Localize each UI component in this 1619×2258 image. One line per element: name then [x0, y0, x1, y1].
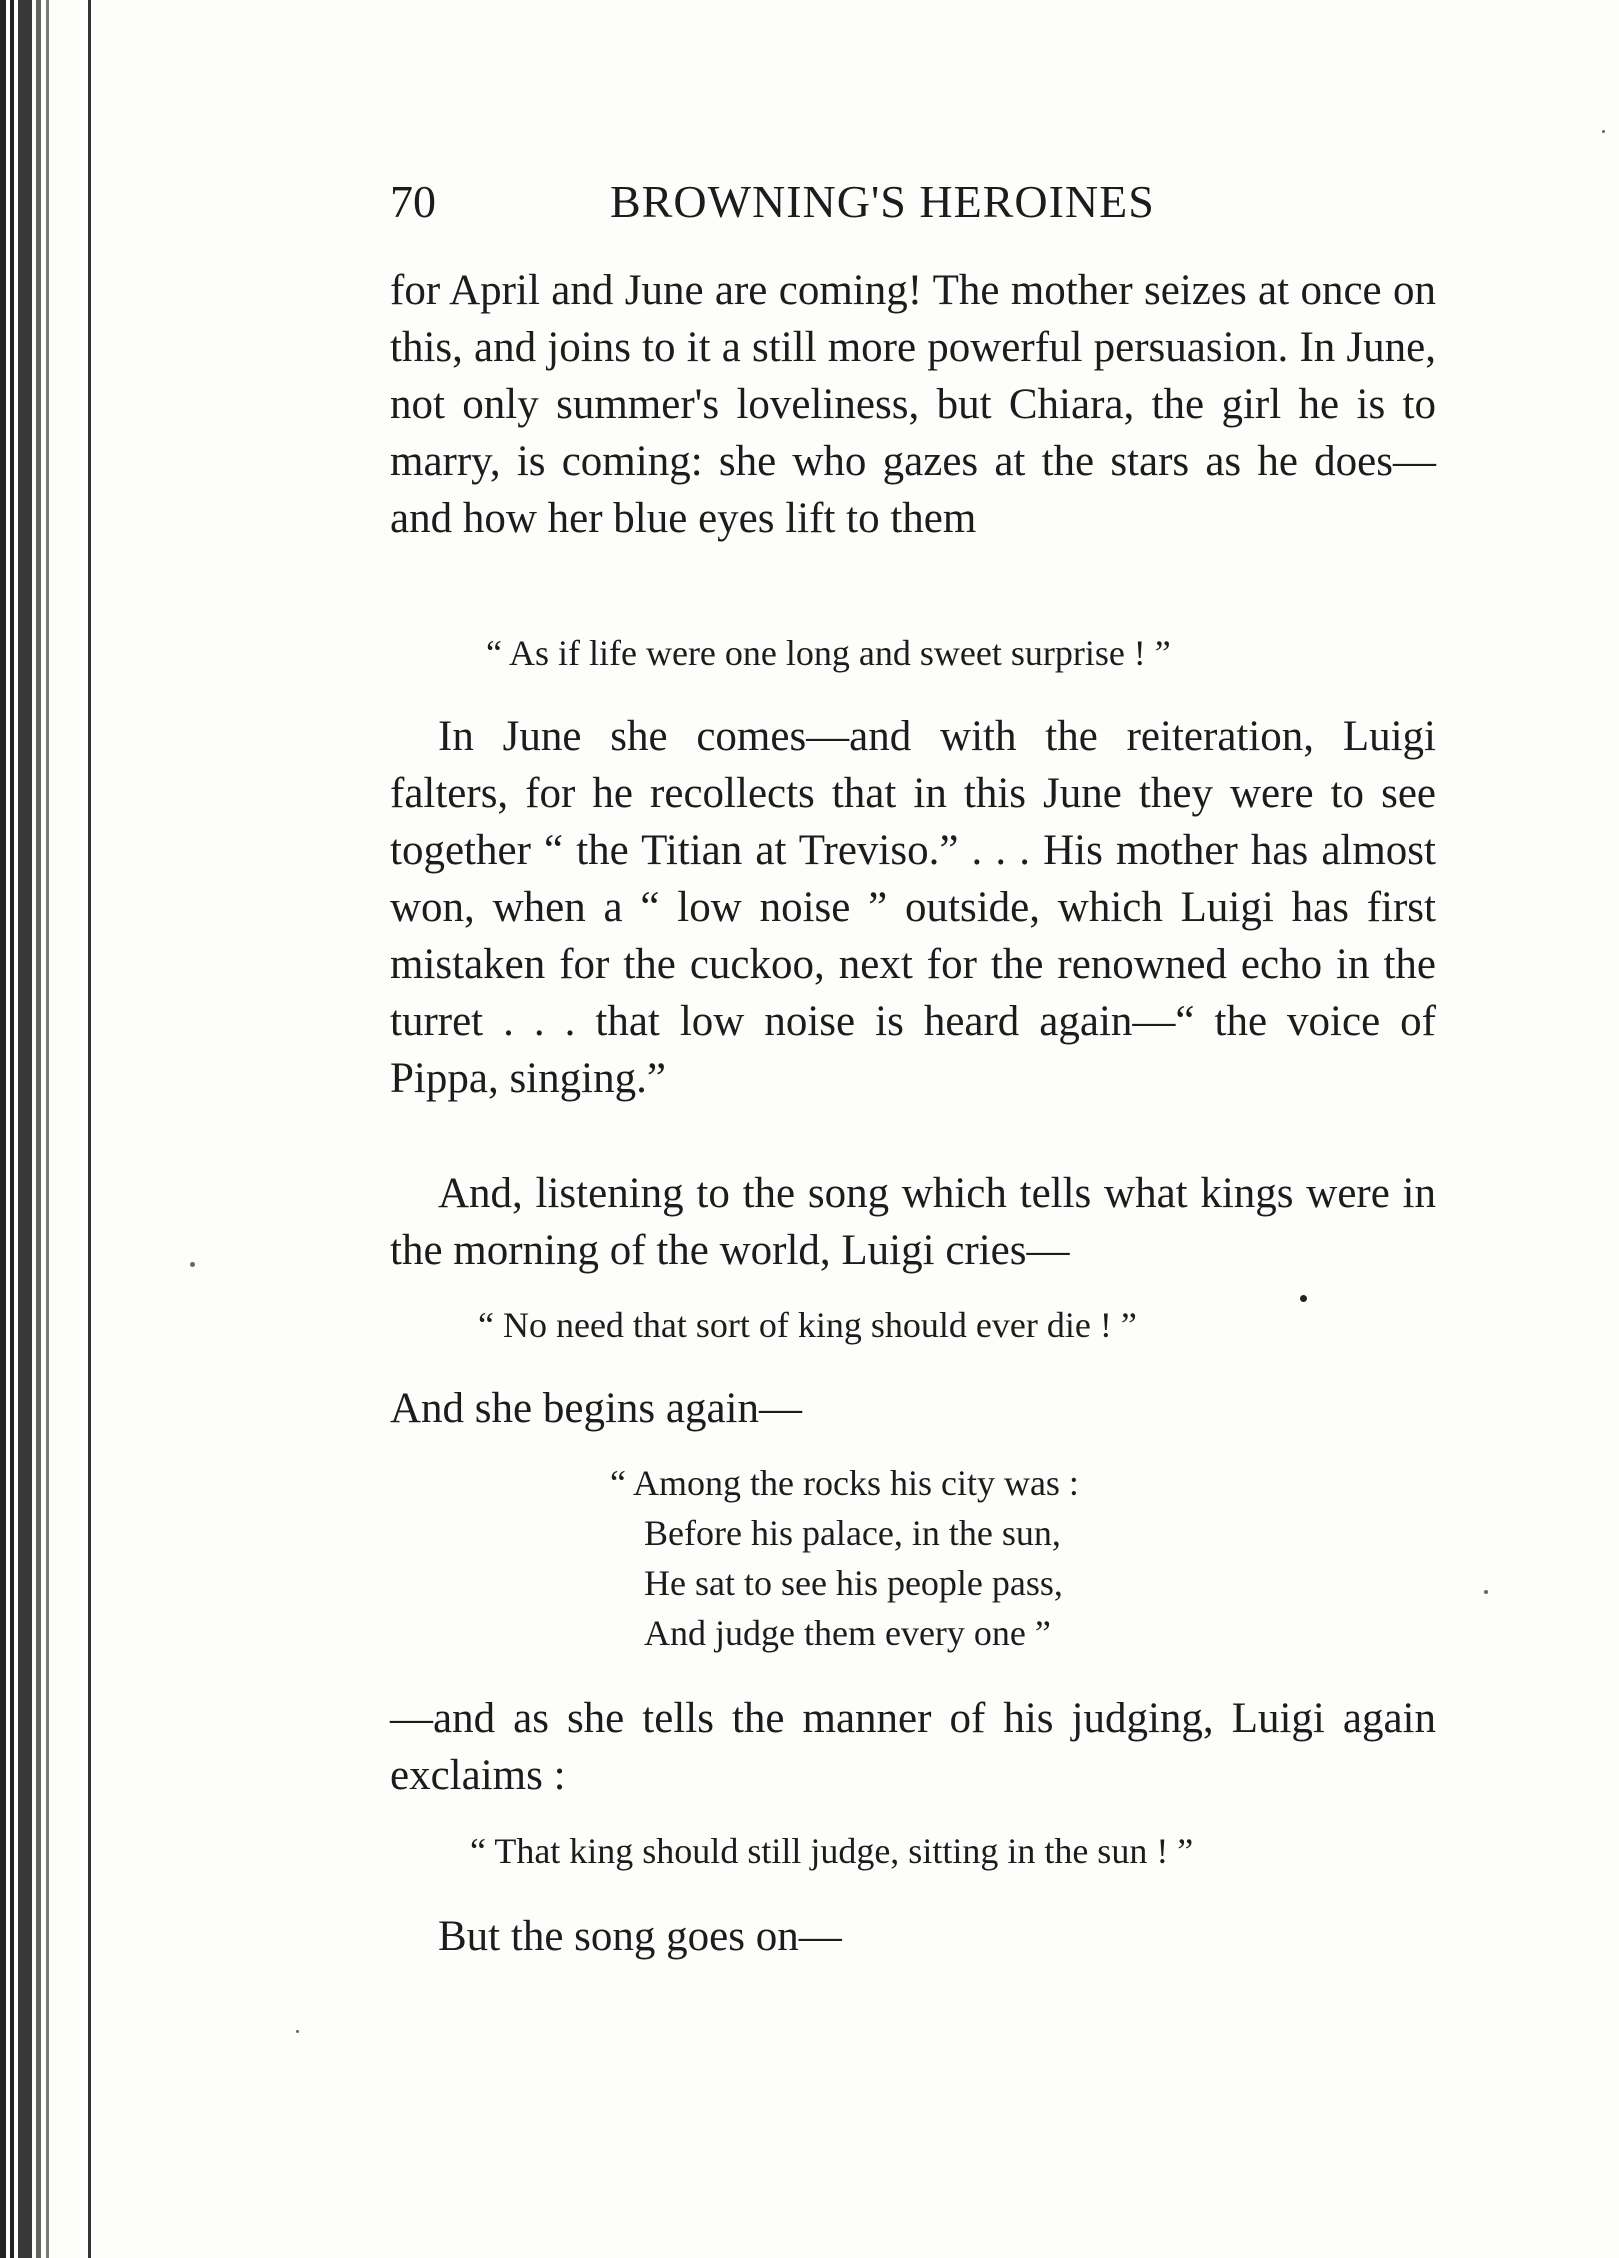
page-number: 70 [390, 176, 436, 227]
quote-2: “ No need that sort of king should ever die ! ” [478, 1305, 1137, 1345]
paragraph-4-block [390, 1380, 1436, 1437]
verse-line-2: Before his palace, in the sun, [644, 1513, 1061, 1553]
paragraph-5-block [390, 1690, 1436, 1804]
paragraph-2: In June she comes—and with the reiteration, Luigi falters, for he recollects that in this June they were to see together “ the Titian at Treviso.” . . . His mother has almost won, when a “ low noise ” outside, which Luigi has first mistaken for the cuckoo, next for the renowned echo in the turret . . . that low noise is heard again—“ the voice of Pippa, singing.” [390, 713, 1436, 1102]
verse-block [610, 1458, 1079, 1658]
paragraph-3: And, listening to the song which tells what kings were in the morning of the world, Luigi cries— [390, 1170, 1436, 1274]
running-title: BROWNING'S HEROINES [610, 176, 1155, 227]
paragraph-1: for April and June are coming! The mother seizes at once on this, and joins to it a still more powerful persuasion. In June, not only summer's loveliness, but Chiara, the girl he is to marry, is coming: she who gazes at the stars as he does—and how her blue eyes lift to them [390, 267, 1436, 542]
paper-speck [296, 2030, 299, 2033]
paragraph-4: And she begins again— [390, 1385, 803, 1432]
verse-line-4: And judge them every one ” [644, 1613, 1051, 1653]
paper-speck [1484, 1590, 1488, 1594]
paragraph-1-block [390, 262, 1436, 547]
quote-1: “ As if life were one long and sweet surprise ! ” [486, 633, 1171, 673]
page-header [390, 175, 1430, 235]
paragraph-3-block [390, 1165, 1436, 1279]
paper-speck [1300, 1295, 1307, 1302]
paper-speck [190, 1262, 195, 1267]
paper-speck [1602, 130, 1605, 133]
paragraph-2-block [390, 708, 1436, 1107]
paragraph-6: But the song goes on— [438, 1913, 842, 1960]
verse-line-1: “ Among the rocks his city was : [610, 1463, 1079, 1503]
verse-line-3: He sat to see his people pass, [644, 1563, 1063, 1603]
quote-3: “ That king should still judge, sitting in the sun ! ” [470, 1831, 1194, 1871]
paragraph-6-block [390, 1908, 1436, 1965]
paragraph-5: —and as she tells the manner of his judging, Luigi again exclaims : [390, 1695, 1436, 1799]
